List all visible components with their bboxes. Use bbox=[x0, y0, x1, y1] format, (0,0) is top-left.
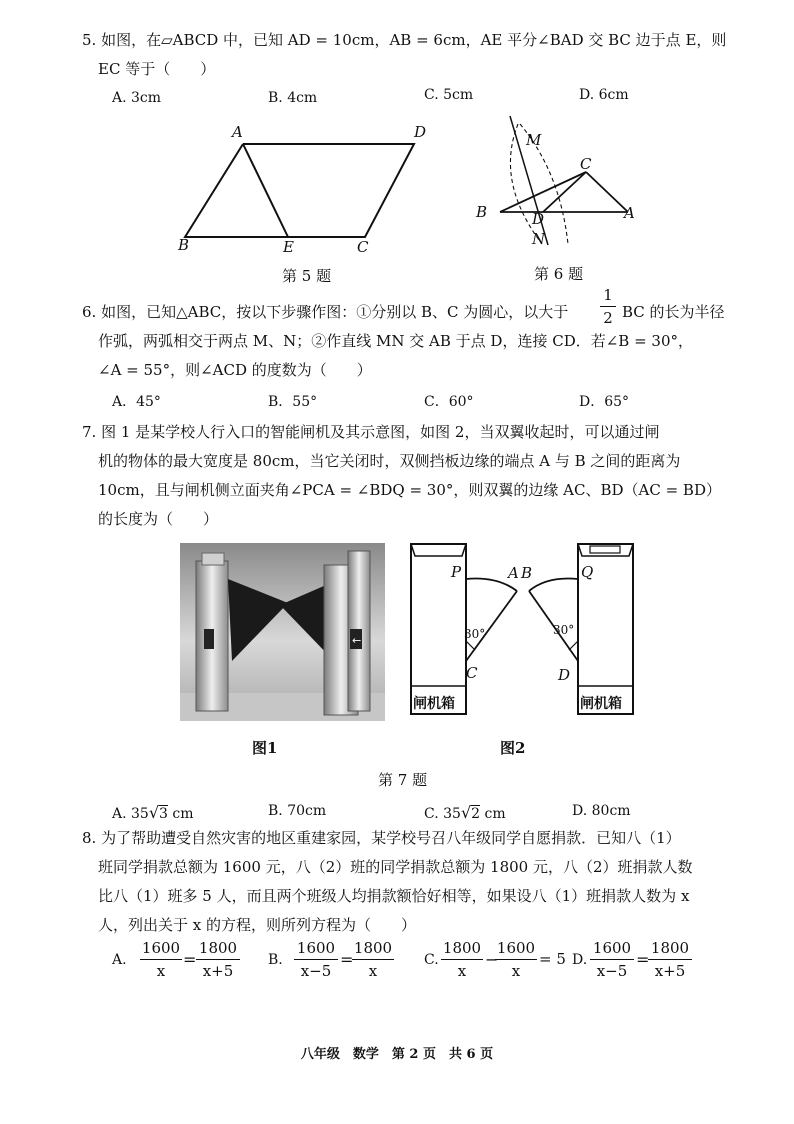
q7-option-a-rad: 3 bbox=[159, 806, 168, 822]
denominator: x+5 bbox=[654, 962, 686, 980]
q6-half-num: 1 bbox=[603, 286, 613, 304]
q6-line3: ∠A = 55°，则∠ACD 的度数为（ ） bbox=[98, 361, 372, 379]
q7-option-a-pre: A. 35 bbox=[112, 806, 149, 822]
svg-text:←: ← bbox=[352, 634, 362, 647]
fraction-bar bbox=[294, 959, 338, 960]
sqrt-icon: √ bbox=[460, 803, 472, 822]
q7-line4: 的长度为（ ） bbox=[98, 510, 219, 528]
q8-a-frac2 bbox=[196, 938, 240, 981]
q7-line2: 机的物体的最大宽度是 80cm，当它关闭时，双侧挡板边缘的端点 A 与 B 之间的距离为 bbox=[98, 452, 681, 470]
page-footer: 八年级 数学 第 2 页 共 6 页 bbox=[300, 1047, 494, 1062]
denominator: x bbox=[457, 962, 467, 980]
q6-label-n: N bbox=[532, 230, 546, 248]
q7-angle-left: 30° bbox=[464, 627, 486, 641]
fraction-bar bbox=[352, 959, 394, 960]
q7-option-a-post: cm bbox=[172, 806, 194, 822]
q8-line3: 比八（1）班多 5 人，而且两个班级人均捐款额恰好相等，如果设八（1）班捐款人数为 x bbox=[98, 887, 690, 905]
q5-label-c: C bbox=[357, 238, 369, 256]
q7-box-left: 闸机箱 bbox=[413, 696, 455, 712]
numerator: 1600 bbox=[141, 939, 181, 957]
q7-option-c-post: cm bbox=[484, 806, 506, 822]
q8-b-frac1 bbox=[294, 938, 338, 981]
q7-gate-photo bbox=[180, 543, 385, 721]
numerator: 1800 bbox=[442, 939, 482, 957]
fraction-bar bbox=[590, 959, 634, 960]
q5-option-c: C. 5cm bbox=[424, 87, 474, 103]
q7-label-p: P bbox=[451, 563, 462, 581]
q8-line1: 8. 为了帮助遭受自然灾害的地区重建家园，某学校号召八年级同学自愿捐款．已知八（1） bbox=[82, 829, 681, 847]
q5-option-d: D. 6cm bbox=[579, 87, 629, 103]
q6-label-m: M bbox=[526, 131, 542, 149]
q6-option-c: C．60° bbox=[424, 394, 474, 410]
q6-half-den: 2 bbox=[603, 309, 613, 327]
q7-option-b: B. 70cm bbox=[268, 803, 327, 819]
q6-label-c: C bbox=[580, 155, 592, 173]
q6-line1-post: BC 的长为半径 bbox=[622, 303, 725, 321]
equals-sign: = bbox=[636, 950, 650, 969]
fraction-bar bbox=[648, 959, 692, 960]
q5-label-a: A bbox=[232, 123, 243, 141]
fraction-bar bbox=[495, 959, 537, 960]
denominator: x bbox=[511, 962, 521, 980]
q8-option-b-label: B. bbox=[268, 952, 283, 968]
q5-option-a: A. 3cm bbox=[112, 90, 162, 106]
q7-option-c bbox=[424, 803, 506, 822]
q7-label-b: B bbox=[521, 564, 533, 582]
q6-line1-pre: 6. 如图，已知△ABC，按以下步骤作图：①分别以 B、C 为圆心，以大于 bbox=[82, 303, 569, 321]
q8-d-frac2 bbox=[648, 938, 692, 981]
q7-option-d: D. 80cm bbox=[572, 803, 631, 819]
q6-label-d: D bbox=[532, 210, 545, 228]
denominator: x−5 bbox=[596, 962, 628, 980]
q6-option-d: D．65° bbox=[579, 394, 630, 410]
fraction-bar bbox=[196, 959, 240, 960]
q8-d-frac1 bbox=[590, 938, 634, 981]
q7-box-right: 闸机箱 bbox=[580, 696, 622, 712]
q6-half-fraction bbox=[600, 285, 616, 328]
q8-c-rhs: = 5 bbox=[539, 950, 566, 968]
q5-label-d: D bbox=[414, 123, 427, 141]
q6-caption: 第 6 题 bbox=[534, 265, 584, 283]
q6-option-b: B．55° bbox=[268, 394, 318, 410]
q5-label-b: B bbox=[178, 236, 190, 254]
denominator: x+5 bbox=[202, 962, 234, 980]
denominator: x−5 bbox=[300, 962, 332, 980]
q7-label-c: C bbox=[466, 664, 478, 682]
q6-label-a: A bbox=[624, 204, 635, 222]
denominator: x bbox=[156, 962, 166, 980]
q6-option-a: A．45° bbox=[112, 394, 161, 410]
numerator: 1800 bbox=[198, 939, 238, 957]
q6-construction-figure bbox=[490, 112, 640, 262]
q8-option-d-label: D. bbox=[572, 952, 588, 968]
numerator: 1600 bbox=[592, 939, 632, 957]
fraction-bar bbox=[600, 306, 616, 307]
numerator: 1800 bbox=[353, 939, 393, 957]
q7-option-c-rad: 2 bbox=[471, 806, 481, 822]
q8-option-a-label: A. bbox=[112, 952, 127, 968]
q5-line1: 5. 如图，在▱ABCD 中，已知 AD = 10cm，AB = 6cm，AE 平分∠BAD 交 BC 边于点 E，则 bbox=[82, 31, 727, 49]
numerator: 1600 bbox=[296, 939, 336, 957]
q7-angle-right: 30° bbox=[553, 623, 575, 637]
q7-label-a: A bbox=[508, 564, 519, 582]
q7-label-q: Q bbox=[581, 563, 594, 581]
q7-caption: 第 7 题 bbox=[378, 771, 428, 789]
q7-fig1-caption: 图1 bbox=[252, 739, 278, 757]
q5-label-e: E bbox=[283, 238, 294, 256]
minus-sign: − bbox=[485, 950, 499, 969]
q5-line2: EC 等于（ ） bbox=[98, 60, 216, 78]
denominator: x bbox=[368, 962, 378, 980]
q7-label-d: D bbox=[558, 666, 571, 684]
q7-option-c-pre: C. 35 bbox=[424, 806, 461, 822]
q8-c-frac2 bbox=[495, 938, 537, 981]
equals-sign: = bbox=[340, 950, 354, 969]
q7-option-a bbox=[112, 803, 194, 822]
fraction-bar bbox=[140, 959, 182, 960]
q6-label-b: B bbox=[476, 203, 488, 221]
q8-a-frac1 bbox=[140, 938, 182, 981]
sqrt-icon: √ bbox=[148, 803, 160, 822]
numerator: 1600 bbox=[496, 939, 536, 957]
equals-sign: = bbox=[183, 950, 197, 969]
numerator: 1800 bbox=[650, 939, 690, 957]
fraction-bar bbox=[441, 959, 483, 960]
q6-line2: 作弧，两弧相交于两点 M、N；②作直线 MN 交 AB 于点 D，连接 CD．若∠B = 30°， bbox=[98, 332, 694, 350]
q7-line1: 7. 图 1 是某学校人行入口的智能闸机及其示意图，如图 2，当双翼收起时，可以通过闸 bbox=[82, 423, 660, 441]
q8-option-c-label: C. bbox=[424, 952, 439, 968]
q5-caption: 第 5 题 bbox=[282, 267, 332, 285]
q7-line3: 10cm，且与闸机侧立面夹角∠PCA = ∠BDQ = 30°，则双翼的边缘 AC、BD（AC = BD） bbox=[98, 481, 721, 499]
q7-fig2-caption: 图2 bbox=[500, 739, 526, 757]
q8-line2: 班同学捐款总额为 1600 元，八（2）班的同学捐款总额为 1800 元，八（2）班捐款人数 bbox=[98, 858, 693, 876]
q8-line4: 人，列出关于 x 的方程，则所列方程为（ ） bbox=[98, 916, 416, 934]
q5-parallelogram-figure bbox=[170, 118, 440, 258]
q8-c-frac1 bbox=[441, 938, 483, 981]
q8-b-frac2 bbox=[352, 938, 394, 981]
q5-option-b: B. 4cm bbox=[268, 90, 318, 106]
